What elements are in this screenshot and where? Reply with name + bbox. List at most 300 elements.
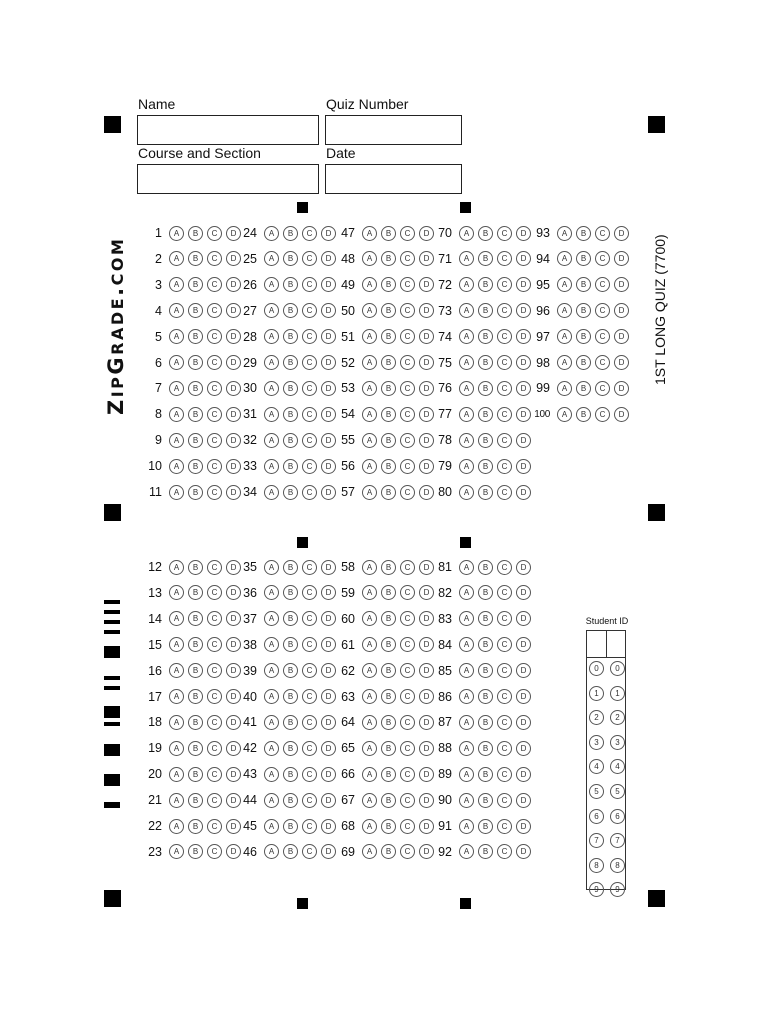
student-id-bubble[interactable]: 7 <box>610 833 625 848</box>
answer-bubble-a[interactable]: A <box>169 433 184 448</box>
answer-bubble-b[interactable]: B <box>478 715 493 730</box>
answer-bubble-d[interactable]: D <box>419 407 434 422</box>
answer-bubble-c[interactable]: C <box>302 277 317 292</box>
answer-bubble-a[interactable]: A <box>459 277 474 292</box>
answer-bubble-a[interactable]: A <box>169 381 184 396</box>
answer-bubble-b[interactable]: B <box>283 663 298 678</box>
answer-bubble-d[interactable]: D <box>321 715 336 730</box>
answer-bubble-d[interactable]: D <box>419 560 434 575</box>
answer-bubble-b[interactable]: B <box>188 793 203 808</box>
answer-bubble-a[interactable]: A <box>264 715 279 730</box>
answer-bubble-a[interactable]: A <box>169 793 184 808</box>
answer-bubble-d[interactable]: D <box>321 226 336 241</box>
student-id-write-in[interactable] <box>587 631 625 658</box>
answer-bubble-d[interactable]: D <box>516 381 531 396</box>
answer-bubble-a[interactable]: A <box>264 585 279 600</box>
answer-bubble-b[interactable]: B <box>381 381 396 396</box>
answer-bubble-d[interactable]: D <box>226 637 241 652</box>
answer-bubble-a[interactable]: A <box>459 407 474 422</box>
answer-bubble-a[interactable]: A <box>264 767 279 782</box>
answer-bubble-c[interactable]: C <box>400 585 415 600</box>
answer-bubble-a[interactable]: A <box>557 251 572 266</box>
student-id-bubble[interactable]: 2 <box>589 710 604 725</box>
answer-bubble-b[interactable]: B <box>188 844 203 859</box>
answer-bubble-a[interactable]: A <box>264 251 279 266</box>
answer-bubble-c[interactable]: C <box>207 459 222 474</box>
answer-bubble-b[interactable]: B <box>478 767 493 782</box>
answer-bubble-b[interactable]: B <box>381 433 396 448</box>
answer-bubble-a[interactable]: A <box>362 226 377 241</box>
answer-bubble-d[interactable]: D <box>321 689 336 704</box>
answer-bubble-c[interactable]: C <box>207 329 222 344</box>
answer-bubble-a[interactable]: A <box>362 303 377 318</box>
answer-bubble-b[interactable]: B <box>381 355 396 370</box>
answer-bubble-b[interactable]: B <box>188 663 203 678</box>
answer-bubble-b[interactable]: B <box>576 407 591 422</box>
answer-bubble-b[interactable]: B <box>283 585 298 600</box>
answer-bubble-c[interactable]: C <box>497 459 512 474</box>
answer-bubble-c[interactable]: C <box>400 689 415 704</box>
answer-bubble-c[interactable]: C <box>400 844 415 859</box>
answer-bubble-a[interactable]: A <box>459 637 474 652</box>
answer-bubble-d[interactable]: D <box>226 433 241 448</box>
answer-bubble-d[interactable]: D <box>516 433 531 448</box>
answer-bubble-c[interactable]: C <box>400 407 415 422</box>
answer-bubble-d[interactable]: D <box>419 355 434 370</box>
answer-bubble-a[interactable]: A <box>264 459 279 474</box>
answer-bubble-b[interactable]: B <box>576 251 591 266</box>
answer-bubble-a[interactable]: A <box>169 715 184 730</box>
answer-bubble-a[interactable]: A <box>362 844 377 859</box>
answer-bubble-d[interactable]: D <box>321 485 336 500</box>
answer-bubble-c[interactable]: C <box>207 767 222 782</box>
answer-bubble-c[interactable]: C <box>400 485 415 500</box>
answer-bubble-d[interactable]: D <box>321 611 336 626</box>
answer-bubble-d[interactable]: D <box>614 251 629 266</box>
answer-bubble-d[interactable]: D <box>419 715 434 730</box>
answer-bubble-c[interactable]: C <box>207 355 222 370</box>
answer-bubble-d[interactable]: D <box>226 767 241 782</box>
answer-bubble-c[interactable]: C <box>207 793 222 808</box>
answer-bubble-c[interactable]: C <box>497 611 512 626</box>
answer-bubble-a[interactable]: A <box>459 329 474 344</box>
answer-bubble-b[interactable]: B <box>283 767 298 782</box>
answer-bubble-a[interactable]: A <box>362 485 377 500</box>
answer-bubble-d[interactable]: D <box>321 303 336 318</box>
answer-bubble-d[interactable]: D <box>226 251 241 266</box>
answer-bubble-d[interactable]: D <box>419 459 434 474</box>
answer-bubble-c[interactable]: C <box>497 689 512 704</box>
answer-bubble-b[interactable]: B <box>283 251 298 266</box>
answer-bubble-b[interactable]: B <box>188 355 203 370</box>
answer-bubble-b[interactable]: B <box>478 611 493 626</box>
answer-bubble-a[interactable]: A <box>169 585 184 600</box>
student-id-bubble[interactable]: 7 <box>589 833 604 848</box>
answer-bubble-a[interactable]: A <box>169 355 184 370</box>
answer-bubble-d[interactable]: D <box>419 844 434 859</box>
answer-bubble-a[interactable]: A <box>557 303 572 318</box>
student-id-bubble[interactable]: 4 <box>589 759 604 774</box>
answer-bubble-a[interactable]: A <box>362 819 377 834</box>
answer-bubble-d[interactable]: D <box>226 485 241 500</box>
answer-bubble-a[interactable]: A <box>362 637 377 652</box>
answer-bubble-c[interactable]: C <box>400 381 415 396</box>
answer-bubble-c[interactable]: C <box>497 819 512 834</box>
answer-bubble-a[interactable]: A <box>362 277 377 292</box>
answer-bubble-d[interactable]: D <box>321 459 336 474</box>
answer-bubble-d[interactable]: D <box>516 459 531 474</box>
answer-bubble-b[interactable]: B <box>188 277 203 292</box>
answer-bubble-c[interactable]: C <box>302 637 317 652</box>
answer-bubble-a[interactable]: A <box>264 329 279 344</box>
answer-bubble-b[interactable]: B <box>188 585 203 600</box>
answer-bubble-a[interactable]: A <box>169 767 184 782</box>
answer-bubble-a[interactable]: A <box>459 303 474 318</box>
answer-bubble-d[interactable]: D <box>321 844 336 859</box>
answer-bubble-a[interactable]: A <box>557 407 572 422</box>
answer-bubble-a[interactable]: A <box>169 560 184 575</box>
answer-bubble-b[interactable]: B <box>188 485 203 500</box>
answer-bubble-b[interactable]: B <box>188 459 203 474</box>
answer-bubble-c[interactable]: C <box>595 251 610 266</box>
answer-bubble-d[interactable]: D <box>419 637 434 652</box>
student-id-bubble[interactable]: 1 <box>610 686 625 701</box>
answer-bubble-d[interactable]: D <box>226 303 241 318</box>
answer-bubble-d[interactable]: D <box>226 585 241 600</box>
answer-bubble-c[interactable]: C <box>400 355 415 370</box>
answer-bubble-a[interactable]: A <box>459 560 474 575</box>
answer-bubble-d[interactable]: D <box>516 485 531 500</box>
answer-bubble-a[interactable]: A <box>264 485 279 500</box>
name-field[interactable] <box>137 115 319 145</box>
answer-bubble-a[interactable]: A <box>362 611 377 626</box>
answer-bubble-b[interactable]: B <box>381 819 396 834</box>
answer-bubble-b[interactable]: B <box>381 303 396 318</box>
answer-bubble-b[interactable]: B <box>381 741 396 756</box>
answer-bubble-c[interactable]: C <box>400 560 415 575</box>
answer-bubble-a[interactable]: A <box>459 485 474 500</box>
answer-bubble-a[interactable]: A <box>459 611 474 626</box>
answer-bubble-a[interactable]: A <box>362 251 377 266</box>
student-id-bubble[interactable]: 0 <box>589 661 604 676</box>
answer-bubble-d[interactable]: D <box>226 793 241 808</box>
student-id-bubble[interactable]: 0 <box>610 661 625 676</box>
answer-bubble-d[interactable]: D <box>321 560 336 575</box>
answer-bubble-c[interactable]: C <box>400 433 415 448</box>
answer-bubble-b[interactable]: B <box>381 485 396 500</box>
answer-bubble-a[interactable]: A <box>557 277 572 292</box>
answer-bubble-b[interactable]: B <box>283 637 298 652</box>
answer-bubble-b[interactable]: B <box>381 793 396 808</box>
answer-bubble-a[interactable]: A <box>362 381 377 396</box>
answer-bubble-b[interactable]: B <box>283 277 298 292</box>
answer-bubble-d[interactable]: D <box>419 689 434 704</box>
answer-bubble-d[interactable]: D <box>516 793 531 808</box>
answer-bubble-b[interactable]: B <box>283 459 298 474</box>
answer-bubble-b[interactable]: B <box>381 407 396 422</box>
answer-bubble-d[interactable]: D <box>516 819 531 834</box>
answer-bubble-a[interactable]: A <box>169 277 184 292</box>
answer-bubble-c[interactable]: C <box>400 459 415 474</box>
answer-bubble-d[interactable]: D <box>516 844 531 859</box>
answer-bubble-b[interactable]: B <box>576 277 591 292</box>
answer-bubble-d[interactable]: D <box>419 303 434 318</box>
answer-bubble-c[interactable]: C <box>207 844 222 859</box>
answer-bubble-b[interactable]: B <box>381 767 396 782</box>
answer-bubble-b[interactable]: B <box>478 407 493 422</box>
answer-bubble-a[interactable]: A <box>264 844 279 859</box>
answer-bubble-d[interactable]: D <box>226 355 241 370</box>
answer-bubble-d[interactable]: D <box>321 663 336 678</box>
answer-bubble-b[interactable]: B <box>188 381 203 396</box>
answer-bubble-c[interactable]: C <box>302 459 317 474</box>
answer-bubble-a[interactable]: A <box>264 793 279 808</box>
answer-bubble-b[interactable]: B <box>478 459 493 474</box>
answer-bubble-a[interactable]: A <box>264 226 279 241</box>
answer-bubble-c[interactable]: C <box>207 303 222 318</box>
answer-bubble-a[interactable]: A <box>169 407 184 422</box>
student-id-bubble[interactable]: 3 <box>610 735 625 750</box>
answer-bubble-c[interactable]: C <box>400 715 415 730</box>
answer-bubble-c[interactable]: C <box>497 407 512 422</box>
answer-bubble-b[interactable]: B <box>188 329 203 344</box>
answer-bubble-b[interactable]: B <box>283 329 298 344</box>
student-id-bubble[interactable]: 8 <box>589 858 604 873</box>
answer-bubble-b[interactable]: B <box>283 355 298 370</box>
answer-bubble-d[interactable]: D <box>516 560 531 575</box>
answer-bubble-c[interactable]: C <box>497 355 512 370</box>
answer-bubble-a[interactable]: A <box>264 689 279 704</box>
answer-bubble-a[interactable]: A <box>459 741 474 756</box>
answer-bubble-a[interactable]: A <box>169 689 184 704</box>
answer-bubble-a[interactable]: A <box>169 637 184 652</box>
answer-bubble-c[interactable]: C <box>302 611 317 626</box>
answer-bubble-c[interactable]: C <box>302 251 317 266</box>
answer-bubble-c[interactable]: C <box>302 226 317 241</box>
answer-bubble-a[interactable]: A <box>557 381 572 396</box>
answer-bubble-c[interactable]: C <box>400 793 415 808</box>
answer-bubble-d[interactable]: D <box>516 611 531 626</box>
answer-bubble-a[interactable]: A <box>264 433 279 448</box>
answer-bubble-c[interactable]: C <box>207 819 222 834</box>
answer-bubble-c[interactable]: C <box>302 303 317 318</box>
answer-bubble-c[interactable]: C <box>497 715 512 730</box>
answer-bubble-c[interactable]: C <box>302 819 317 834</box>
answer-bubble-b[interactable]: B <box>478 560 493 575</box>
answer-bubble-b[interactable]: B <box>283 560 298 575</box>
answer-bubble-d[interactable]: D <box>614 355 629 370</box>
answer-bubble-d[interactable]: D <box>226 407 241 422</box>
answer-bubble-d[interactable]: D <box>516 407 531 422</box>
answer-bubble-a[interactable]: A <box>362 433 377 448</box>
answer-bubble-b[interactable]: B <box>478 585 493 600</box>
answer-bubble-c[interactable]: C <box>207 715 222 730</box>
answer-bubble-d[interactable]: D <box>321 767 336 782</box>
answer-bubble-c[interactable]: C <box>302 767 317 782</box>
student-id-bubble[interactable]: 9 <box>589 882 604 897</box>
answer-bubble-c[interactable]: C <box>302 715 317 730</box>
date-field[interactable] <box>325 164 462 194</box>
answer-bubble-a[interactable]: A <box>459 381 474 396</box>
answer-bubble-c[interactable]: C <box>400 767 415 782</box>
answer-bubble-c[interactable]: C <box>400 329 415 344</box>
answer-bubble-a[interactable]: A <box>459 793 474 808</box>
answer-bubble-d[interactable]: D <box>516 329 531 344</box>
student-id-bubble[interactable]: 8 <box>610 858 625 873</box>
answer-bubble-a[interactable]: A <box>459 585 474 600</box>
answer-bubble-d[interactable]: D <box>321 741 336 756</box>
answer-bubble-d[interactable]: D <box>419 585 434 600</box>
answer-bubble-a[interactable]: A <box>362 355 377 370</box>
answer-bubble-a[interactable]: A <box>264 355 279 370</box>
answer-bubble-c[interactable]: C <box>497 381 512 396</box>
answer-bubble-a[interactable]: A <box>362 741 377 756</box>
answer-bubble-c[interactable]: C <box>302 741 317 756</box>
answer-bubble-b[interactable]: B <box>381 459 396 474</box>
answer-bubble-c[interactable]: C <box>302 585 317 600</box>
answer-bubble-b[interactable]: B <box>188 819 203 834</box>
answer-bubble-a[interactable]: A <box>459 663 474 678</box>
answer-bubble-a[interactable]: A <box>264 819 279 834</box>
answer-bubble-c[interactable]: C <box>497 303 512 318</box>
answer-bubble-b[interactable]: B <box>283 485 298 500</box>
answer-bubble-b[interactable]: B <box>283 793 298 808</box>
answer-bubble-d[interactable]: D <box>516 715 531 730</box>
answer-bubble-b[interactable]: B <box>283 303 298 318</box>
answer-bubble-d[interactable]: D <box>614 407 629 422</box>
answer-bubble-d[interactable]: D <box>321 355 336 370</box>
answer-bubble-a[interactable]: A <box>362 767 377 782</box>
answer-bubble-d[interactable]: D <box>226 226 241 241</box>
answer-bubble-b[interactable]: B <box>188 715 203 730</box>
answer-bubble-c[interactable]: C <box>302 433 317 448</box>
answer-bubble-d[interactable]: D <box>226 459 241 474</box>
answer-bubble-c[interactable]: C <box>595 407 610 422</box>
answer-bubble-a[interactable]: A <box>169 611 184 626</box>
answer-bubble-d[interactable]: D <box>614 381 629 396</box>
answer-bubble-c[interactable]: C <box>497 585 512 600</box>
answer-bubble-b[interactable]: B <box>478 303 493 318</box>
answer-bubble-b[interactable]: B <box>478 433 493 448</box>
answer-bubble-b[interactable]: B <box>381 637 396 652</box>
answer-bubble-a[interactable]: A <box>264 560 279 575</box>
answer-bubble-b[interactable]: B <box>381 844 396 859</box>
answer-bubble-b[interactable]: B <box>478 741 493 756</box>
answer-bubble-d[interactable]: D <box>321 433 336 448</box>
answer-bubble-d[interactable]: D <box>419 793 434 808</box>
answer-bubble-b[interactable]: B <box>283 381 298 396</box>
answer-bubble-c[interactable]: C <box>497 663 512 678</box>
answer-bubble-b[interactable]: B <box>381 585 396 600</box>
student-id-bubble[interactable]: 5 <box>610 784 625 799</box>
answer-bubble-a[interactable]: A <box>459 355 474 370</box>
answer-bubble-c[interactable]: C <box>497 793 512 808</box>
answer-bubble-d[interactable]: D <box>516 637 531 652</box>
student-id-bubble[interactable]: 1 <box>589 686 604 701</box>
answer-bubble-a[interactable]: A <box>169 329 184 344</box>
answer-bubble-b[interactable]: B <box>381 226 396 241</box>
answer-bubble-c[interactable]: C <box>207 585 222 600</box>
answer-bubble-a[interactable]: A <box>459 715 474 730</box>
answer-bubble-b[interactable]: B <box>381 329 396 344</box>
answer-bubble-a[interactable]: A <box>362 663 377 678</box>
answer-bubble-d[interactable]: D <box>226 844 241 859</box>
answer-bubble-d[interactable]: D <box>516 303 531 318</box>
answer-bubble-c[interactable]: C <box>400 277 415 292</box>
answer-bubble-a[interactable]: A <box>169 303 184 318</box>
answer-bubble-a[interactable]: A <box>459 459 474 474</box>
answer-bubble-a[interactable]: A <box>362 585 377 600</box>
answer-bubble-b[interactable]: B <box>188 560 203 575</box>
answer-bubble-d[interactable]: D <box>226 277 241 292</box>
answer-bubble-c[interactable]: C <box>302 407 317 422</box>
answer-bubble-a[interactable]: A <box>557 355 572 370</box>
answer-bubble-a[interactable]: A <box>362 560 377 575</box>
answer-bubble-a[interactable]: A <box>362 793 377 808</box>
answer-bubble-a[interactable]: A <box>459 251 474 266</box>
answer-bubble-a[interactable]: A <box>264 303 279 318</box>
answer-bubble-d[interactable]: D <box>516 585 531 600</box>
answer-bubble-d[interactable]: D <box>321 637 336 652</box>
answer-bubble-d[interactable]: D <box>516 767 531 782</box>
answer-bubble-d[interactable]: D <box>419 329 434 344</box>
answer-bubble-b[interactable]: B <box>478 251 493 266</box>
answer-bubble-c[interactable]: C <box>207 251 222 266</box>
answer-bubble-a[interactable]: A <box>557 329 572 344</box>
answer-bubble-c[interactable]: C <box>497 560 512 575</box>
answer-bubble-a[interactable]: A <box>459 689 474 704</box>
answer-bubble-b[interactable]: B <box>478 381 493 396</box>
student-id-bubble[interactable]: 3 <box>589 735 604 750</box>
answer-bubble-a[interactable]: A <box>459 767 474 782</box>
answer-bubble-c[interactable]: C <box>207 485 222 500</box>
answer-bubble-c[interactable]: C <box>302 663 317 678</box>
answer-bubble-c[interactable]: C <box>302 689 317 704</box>
answer-bubble-d[interactable]: D <box>419 251 434 266</box>
answer-bubble-b[interactable]: B <box>381 277 396 292</box>
answer-bubble-b[interactable]: B <box>188 611 203 626</box>
answer-bubble-d[interactable]: D <box>614 277 629 292</box>
answer-bubble-c[interactable]: C <box>595 355 610 370</box>
answer-bubble-b[interactable]: B <box>478 844 493 859</box>
answer-bubble-b[interactable]: B <box>283 689 298 704</box>
answer-bubble-b[interactable]: B <box>188 303 203 318</box>
answer-bubble-d[interactable]: D <box>419 663 434 678</box>
answer-bubble-c[interactable]: C <box>207 741 222 756</box>
answer-bubble-c[interactable]: C <box>497 485 512 500</box>
student-id-bubble[interactable]: 6 <box>589 809 604 824</box>
answer-bubble-b[interactable]: B <box>478 329 493 344</box>
answer-bubble-c[interactable]: C <box>595 226 610 241</box>
answer-bubble-c[interactable]: C <box>207 407 222 422</box>
answer-bubble-b[interactable]: B <box>283 819 298 834</box>
answer-bubble-c[interactable]: C <box>207 637 222 652</box>
answer-bubble-c[interactable]: C <box>302 793 317 808</box>
answer-bubble-d[interactable]: D <box>516 226 531 241</box>
answer-bubble-c[interactable]: C <box>207 560 222 575</box>
answer-bubble-d[interactable]: D <box>321 329 336 344</box>
answer-bubble-c[interactable]: C <box>302 329 317 344</box>
answer-bubble-b[interactable]: B <box>478 819 493 834</box>
answer-bubble-d[interactable]: D <box>226 819 241 834</box>
answer-bubble-c[interactable]: C <box>497 251 512 266</box>
answer-bubble-d[interactable]: D <box>321 251 336 266</box>
answer-bubble-c[interactable]: C <box>497 329 512 344</box>
answer-bubble-c[interactable]: C <box>302 485 317 500</box>
answer-bubble-b[interactable]: B <box>283 715 298 730</box>
answer-bubble-b[interactable]: B <box>478 793 493 808</box>
answer-bubble-a[interactable]: A <box>362 715 377 730</box>
